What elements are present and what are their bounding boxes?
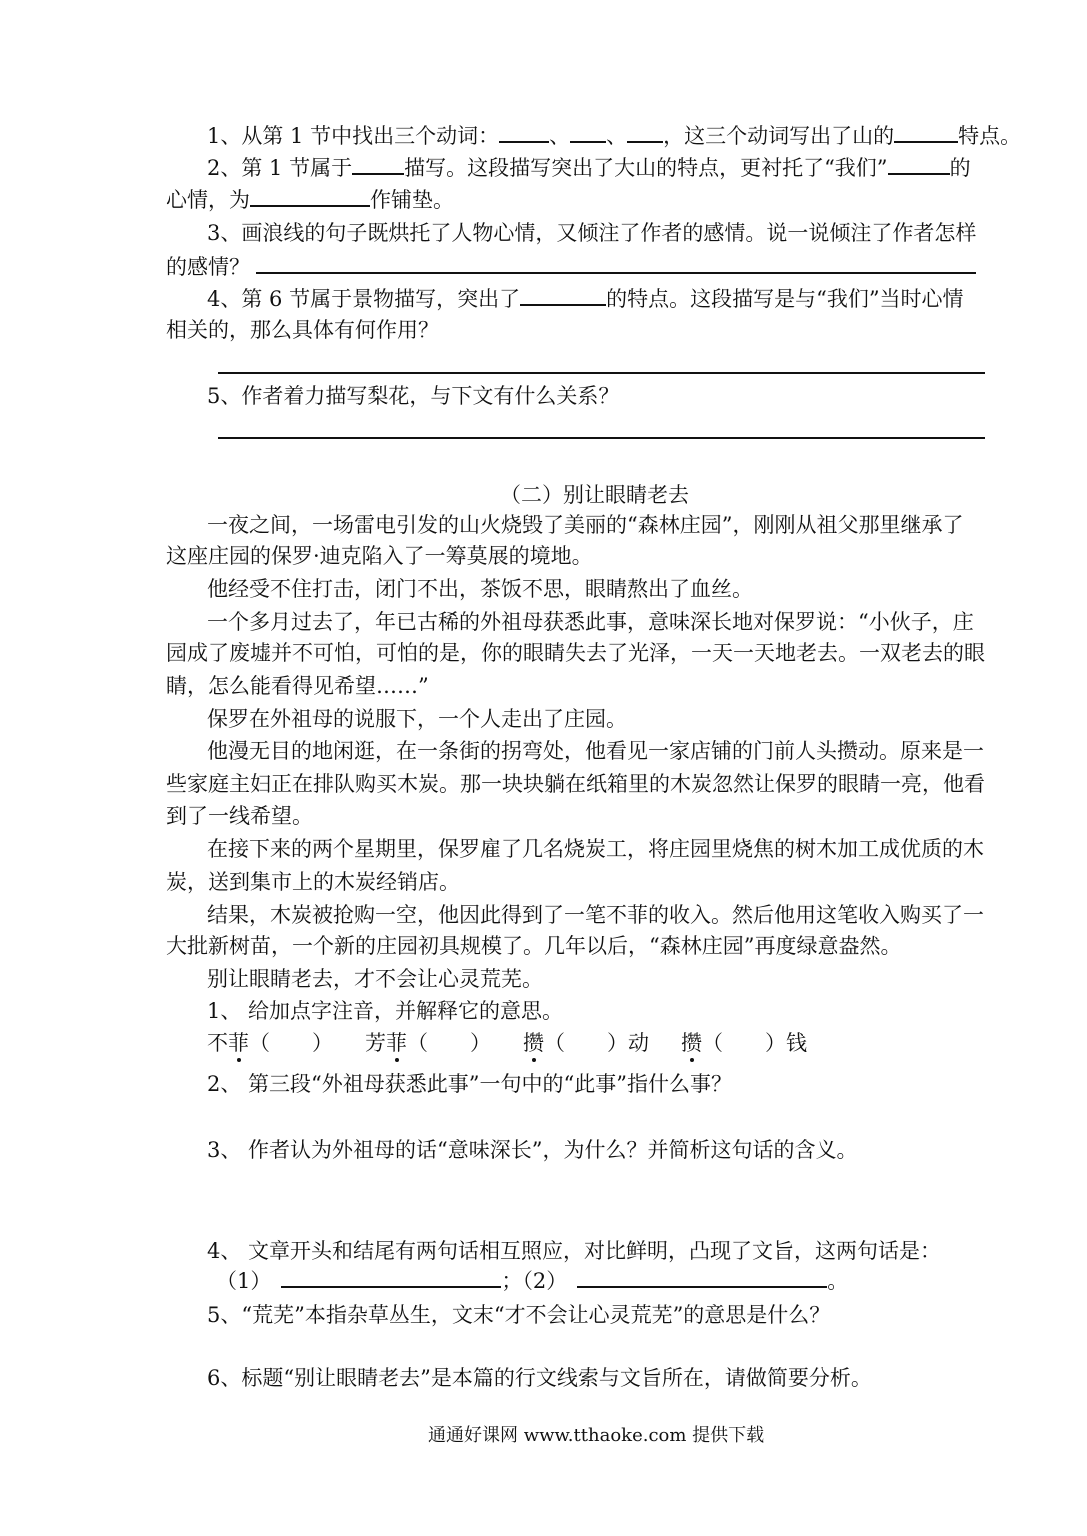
s1-q1-sep2: 、 (606, 124, 628, 148)
annotated-word: 攒（ ）钱 (681, 1028, 807, 1058)
passage-p3-line1: 一个多月过去了，年已古稀的外祖母获悉此事，意味深长地对保罗说：“小伙子，庄 (207, 610, 974, 634)
s1-question-4-line2: 相关的，那么具体有何作用？ (166, 318, 439, 342)
s1-question-1 (207, 121, 1021, 151)
s2-question-6: 6、标题“别让眼睛老去”是本篇的行文线索与文旨所在，请做简要分析。 (207, 1366, 872, 1390)
s1-question-2-line2 (166, 185, 454, 215)
s2-question-4-line2 (216, 1266, 848, 1296)
answer-line[interactable] (218, 437, 985, 439)
answer-blank[interactable] (281, 1266, 501, 1288)
passage-p7-line2: 大批新树苗，一个新的庄园初具规模了。几年以后，“森林庄园”再度绿意盎然。 (166, 934, 902, 958)
s2-q4-part1-label: （1） (216, 1269, 272, 1293)
answer-line[interactable] (218, 372, 985, 374)
passage-title: （二）别让眼睛老去 (500, 483, 689, 507)
passage-p2-line1: 他经受不住打击，闭门不出，茶饭不思，眼睛熬出了血丝。 (207, 577, 753, 601)
s1-q2-line2-a: 心情，为 (166, 188, 250, 212)
s1-q4-text-a: 4、第 6 节属于景物描写，突出了 (207, 287, 521, 311)
annotated-word: 攒（ ）动 (523, 1028, 649, 1058)
passage-p3-line3: 睛，怎么能看得见希望……” (166, 674, 429, 698)
passage-p3-line2: 园成了废墟并不可怕，可怕的是，你的眼睛失去了光泽，一天一天地老去。一双老去的眼 (166, 641, 985, 665)
s1-q1-sep1: 、 (549, 124, 571, 148)
answer-blank[interactable] (520, 284, 606, 306)
answer-blank[interactable] (499, 121, 549, 143)
passage-p6-line2: 炭，送到集市上的木炭经销店。 (166, 870, 460, 894)
s1-question-3-line2 (166, 252, 976, 282)
passage-p5-line2: 些家庭主妇正在排队购买木炭。那一块块躺在纸箱里的木炭忽然让保罗的眼睛一亮，他看 (166, 772, 985, 796)
annotated-word: 不菲（ ） (207, 1028, 333, 1058)
s2-question-1-items (207, 1028, 807, 1058)
answer-blank[interactable] (627, 121, 663, 143)
s1-q1-text-b: ，这三个动词写出了山的 (663, 124, 895, 148)
footer-credit: 通通好课网 www.tthaoke.com 提供下载 (428, 1425, 765, 1446)
s1-q2-text-a: 2、第 1 节属于 (207, 156, 353, 180)
s2-question-5: 5、“荒芜”本指杂草丛生，文末“才不会让心灵荒芜”的意思是什么？ (207, 1303, 831, 1327)
s2-question-4: 4、 文章开头和结尾有两句话相互照应，对比鲜明，凸现了文旨，这两句话是： (207, 1239, 942, 1263)
s2-question-2: 2、 第三段“外祖母获悉此事”一句中的“此事”指什么事？ (207, 1072, 732, 1096)
passage-p4-line1: 保罗在外祖母的说服下，一个人走出了庄园。 (207, 707, 627, 731)
s1-q4-text-b: 的特点。这段描写是与“我们”当时心情 (606, 287, 964, 311)
passage-p1-line1: 一夜之间，一场雷电引发的山火烧毁了美丽的“森林庄园”，刚刚从祖父那里继承了 (207, 513, 964, 537)
annotated-word: 芳菲（ ） (365, 1028, 491, 1058)
s1-question-4 (207, 284, 964, 314)
s1-question-2 (207, 153, 971, 183)
s2-question-3: 3、 作者认为外祖母的话“意味深长”，为什么？并简析这句话的含义。 (207, 1138, 858, 1162)
answer-blank[interactable] (888, 153, 950, 175)
s2-q4-part2-label: ；（2） (501, 1269, 568, 1293)
s2-q4-end: 。 (827, 1269, 849, 1293)
passage-p8-line1: 别让眼睛老去，才不会让心灵荒芜。 (207, 967, 543, 991)
answer-blank[interactable] (250, 185, 370, 207)
passage-p5-line1: 他漫无目的地闲逛，在一条街的拐弯处，他看见一家店铺的门前人头攒动。原来是一 (207, 739, 984, 763)
answer-blank[interactable] (352, 153, 404, 175)
s1-q1-text-c: 特点。 (958, 124, 1022, 148)
answer-blank[interactable] (570, 121, 606, 143)
s2-question-1: 1、 给加点字注音，并解释它的意思。 (207, 999, 564, 1023)
s1-question-5: 5、作者着力描写梨花，与下文有什么关系？ (207, 384, 620, 408)
s1-q3-line2-text: 的感情？ (166, 255, 250, 279)
answer-blank[interactable] (577, 1266, 827, 1288)
s1-q2-text-c: 的 (949, 156, 971, 180)
passage-p7-line1: 结果，木炭被抢购一空，他因此得到了一笔不菲的收入。然后他用这笔收入购买了一 (207, 903, 984, 927)
passage-p1-line2: 这座庄园的保罗·迪克陷入了一筹莫展的境地。 (166, 544, 593, 568)
passage-p6-line1: 在接下来的两个星期里，保罗雇了几名烧炭工，将庄园里烧焦的树木加工成优质的木 (207, 837, 984, 861)
passage-p5-line3: 到了一线希望。 (166, 804, 313, 828)
answer-blank[interactable] (256, 252, 976, 274)
s1-q2-text-b: 描写。这段描写突出了大山的特点，更衬托了“我们” (404, 156, 888, 180)
s1-q1-text-a: 1、从第 1 节中找出三个动词： (207, 124, 500, 148)
answer-blank[interactable] (894, 121, 958, 143)
s1-q2-line2-b: 作铺垫。 (370, 188, 454, 212)
s1-question-3: 3、画浪线的句子既烘托了人物心情，又倾注了作者的感情。说一说倾注了作者怎样 (207, 221, 977, 245)
